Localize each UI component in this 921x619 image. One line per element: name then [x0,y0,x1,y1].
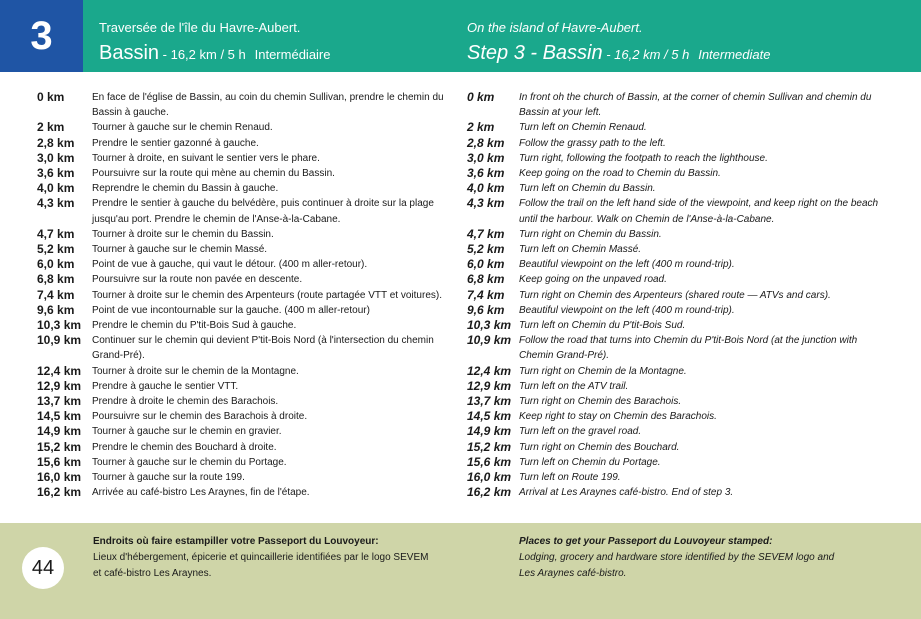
route-step-row [37,303,447,318]
route-step-row [37,470,447,485]
route-column-fr [37,90,447,500]
step-instruction: Tourner à gauche sur la route 199. [92,472,245,484]
route-step-row [467,455,887,470]
route-step-row [467,196,887,226]
step-instruction: Tourner à droite sur le chemin des Arpenteurs (route partagée VTT et voitures). [92,289,442,301]
step-instruction: Follow the road that turns into Chemin du P'tit-Bois Nord (at the junction with Chemin Grand-Pré). [519,335,858,362]
step-distance: 3,6 km [37,166,75,181]
step-distance: 3,6 km [467,166,505,181]
step-distance: 0 km [37,90,65,104]
route-step-row [37,485,447,500]
step-instruction: Turn left on Chemin du P'tit-Bois Sud. [519,320,686,332]
route-step-row [467,303,887,318]
route-step-row [37,318,447,333]
step-distance: 0 km [467,90,495,104]
step-instruction: Keep going on the unpaved road. [519,274,667,286]
header-level-fr: Intermédiaire [254,47,331,62]
route-step-row [467,242,887,257]
route-step-row [467,318,887,333]
step-distance: 5,2 km [37,242,75,257]
route-step-row [467,166,887,181]
step-distance: 13,7 km [37,394,82,409]
route-step-row [467,470,887,485]
step-distance: 2 km [467,120,495,135]
route-step-row [37,379,447,394]
step-instruction: Turn right on Chemin de la Montagne. [519,365,687,377]
step-distance: 16,0 km [467,470,512,485]
step-instruction: Follow the trail on the left hand side of the viewpoint, and keep right on the beach until the harbour. Walk on Chemin de l'Anse-à-la-Cabane. [519,198,879,225]
route-step-row [37,90,447,120]
step-distance: 9,6 km [467,302,505,317]
route-step-row [37,394,447,409]
step-instruction: Turn left on Chemin du Portage. [519,456,661,468]
header-level-en: Intermediate [698,47,771,62]
stamp-places-line2-en: Les Araynes café-bistro. [519,568,627,579]
step-instruction: Turn right on Chemin des Arpenteurs (shared route — ATVs and cars). [519,289,831,301]
stamp-places-line1-fr: Lieux d'hébergement, épicerie et quincaillerie identifiées par le logo SEVEM [93,552,429,563]
step-instruction: Follow the grassy path to the left. [519,137,666,149]
header-subtitle-fr: Traversée de l'île du Havre-Aubert. [99,20,301,35]
step-distance: 5,2 km [467,242,505,257]
page-number: 44 [22,547,64,589]
route-step-row [37,227,447,242]
step-instruction: En face de l'église de Bassin, au coin du chemin Sullivan, prendre le chemin du Bassin à gauche. [92,92,444,119]
route-step-row [467,120,887,135]
route-step-row [467,181,887,196]
route-step-row [37,242,447,257]
route-step-row [37,409,447,424]
route-step-row [37,120,447,135]
step-instruction: Prendre le sentier à gauche du belvédère, puis continuer à droite sur la plage jusqu'au port. Prendre le chemin de l'Anse-à-la-Cabane. [92,198,434,225]
step-distance: 14,9 km [467,424,512,439]
step-instruction: Turn left on Chemin Massé. [519,244,642,256]
stamp-places-title-fr: Endroits où faire estampiller votre Passeport du Louvoyeur: [93,536,379,547]
route-step-row [37,136,447,151]
header-distance-en: - 16,2 km / 5 h [602,47,690,62]
step-instruction: Poursuivre sur le chemin des Barachois à droite. [92,411,308,423]
step-distance: 10,9 km [37,333,82,348]
stamp-places-line1-en: Lodging, grocery and hardware store identified by the SEVEM logo and [519,552,835,563]
step-distance: 14,9 km [37,424,82,439]
step-distance: 4,0 km [37,181,75,196]
route-step-row [37,424,447,439]
route-column-en [467,90,887,500]
step-instruction: Turn left on the gravel road. [519,426,642,438]
step-distance: 10,3 km [467,318,512,333]
step-distance: 16,0 km [37,470,82,485]
step-instruction: Continuer sur le chemin qui devient P'tit-Bois Nord (à l'intersection du chemin Grand-Pré). [92,335,434,362]
header-title-fr [99,42,331,65]
step-distance: 7,4 km [37,287,75,302]
step-instruction: Poursuivre sur la route qui mène au chemin du Bassin. [92,168,335,180]
route-step-row [467,424,887,439]
route-step-row [467,409,887,424]
step-distance: 9,6 km [37,302,75,317]
route-step-row [37,333,447,363]
route-step-row [37,364,447,379]
step-instruction: Prendre le chemin des Bouchard à droite. [92,441,277,453]
step-instruction: Turn left on Chemin du Bassin. [519,183,656,195]
stamp-places-en [519,534,879,582]
step-instruction: Poursuivre sur la route non pavée en descente. [92,274,303,286]
step-instruction: Turn left on Chemin Renaud. [519,122,647,134]
step-distance: 4,3 km [37,196,75,211]
stamp-places-line2-fr: et café-bistro Les Araynes. [93,568,212,579]
header-subtitle-en: On the island of Havre-Aubert. [467,20,643,35]
route-step-row [467,364,887,379]
route-step-row [467,379,887,394]
route-step-row [37,196,447,226]
step-distance: 6,8 km [37,272,75,287]
step-instruction: Point de vue incontournable sur la gauche. (400 m aller-retour) [92,304,370,316]
step-distance: 12,9 km [37,378,82,393]
step-distance: 12,4 km [37,363,82,378]
step-instruction: Arrival at Les Araynes café-bistro. End of step 3. [519,487,734,499]
step-distance: 15,2 km [37,439,82,454]
page-header [0,0,921,72]
header-title-en [467,42,770,65]
step-instruction: Point de vue à gauche, qui vaut le détour. (400 m aller-retour). [92,259,368,271]
route-step-row [37,257,447,272]
route-step-row [37,151,447,166]
header-title-en-name: Step 3 - Bassin [467,42,603,64]
step-distance: 6,0 km [467,257,505,272]
step-instruction: In front oh the church of Bassin, at the corner of chemin Sullivan and chemin du Bassin at your left. [519,92,872,119]
step-number-badge: 3 [0,0,83,72]
step-instruction: Turn left on Route 199. [519,472,621,484]
step-distance: 14,5 km [37,409,82,424]
step-instruction: Beautiful viewpoint on the left (400 m round-trip). [519,304,735,316]
step-instruction: Tourner à gauche sur le chemin en gravier. [92,426,282,438]
step-instruction: Turn left on the ATV trail. [519,380,629,392]
step-instruction: Turn right on Chemin des Barachois. [519,396,682,408]
step-distance: 14,5 km [467,409,512,424]
step-distance: 4,7 km [37,226,75,241]
step-instruction: Tourner à droite sur le chemin du Bassin. [92,228,274,240]
step-instruction: Keep going on the road to Chemin du Bassin. [519,168,721,180]
step-instruction: Tourner à droite sur le chemin de la Montagne. [92,365,299,377]
route-step-row [37,166,447,181]
route-step-row [37,272,447,287]
stamp-places-title-en: Places to get your Passeport du Louvoyeur stamped: [519,536,773,547]
step-distance: 4,0 km [467,181,505,196]
route-step-row [467,257,887,272]
page-footer [0,523,921,619]
header-title-fr-name: Bassin [99,42,160,64]
step-distance: 7,4 km [467,287,505,302]
route-step-row [37,455,447,470]
step-instruction: Beautiful viewpoint on the left (400 m round-trip). [519,259,735,271]
step-distance: 12,9 km [467,378,512,393]
stamp-places-fr [93,534,453,582]
step-distance: 2,8 km [37,135,75,150]
step-instruction: Prendre à droite le chemin des Barachois. [92,396,279,408]
route-step-row [37,181,447,196]
step-instruction: Turn right on Chemin du Bassin. [519,228,662,240]
step-instruction: Prendre à gauche le sentier VTT. [92,380,239,392]
step-distance: 2,8 km [467,135,505,150]
route-step-row [467,227,887,242]
step-instruction: Tourner à droite, en suivant le sentier vers le phare. [92,152,320,164]
step-distance: 15,6 km [467,454,512,469]
step-distance: 15,2 km [467,439,512,454]
route-step-row [467,394,887,409]
step-instruction: Prendre le sentier gazonné à gauche. [92,137,259,149]
route-step-row [467,485,887,500]
step-instruction: Tourner à gauche sur le chemin Renaud. [92,122,273,134]
route-step-row [467,136,887,151]
step-distance: 12,4 km [467,363,512,378]
route-step-row [467,272,887,287]
route-step-row [467,90,887,120]
step-distance: 16,2 km [467,485,512,500]
route-step-row [467,440,887,455]
step-distance: 15,6 km [37,454,82,469]
step-instruction: Tourner à gauche sur le chemin du Portage. [92,456,287,468]
route-step-row [37,440,447,455]
step-instruction: Keep right to stay on Chemin des Barachois. [519,411,717,423]
step-distance: 6,8 km [467,272,505,287]
step-distance: 2 km [37,120,65,135]
step-distance: 16,2 km [37,485,82,500]
step-distance: 3,0 km [37,150,75,165]
step-distance: 13,7 km [467,394,512,409]
step-instruction: Tourner à gauche sur le chemin Massé. [92,244,268,256]
step-instruction: Prendre le chemin du P'tit-Bois Sud à gauche. [92,320,297,332]
step-distance: 10,9 km [467,333,512,348]
step-instruction: Turn right, following the footpath to reach the lighthouse. [519,152,768,164]
header-distance-fr: - 16,2 km / 5 h [159,47,246,62]
step-distance: 6,0 km [37,257,75,272]
step-distance: 10,3 km [37,318,82,333]
route-step-row [467,151,887,166]
step-distance: 4,3 km [467,196,505,211]
route-step-row [37,288,447,303]
step-distance: 4,7 km [467,226,505,241]
step-instruction: Arrivée au café-bistro Les Araynes, fin de l'étape. [92,487,310,499]
step-instruction: Reprendre le chemin du Bassin à gauche. [92,183,279,195]
step-distance: 3,0 km [467,150,505,165]
route-step-row [467,288,887,303]
route-step-row [467,333,887,363]
step-instruction: Turn right on Chemin des Bouchard. [519,441,680,453]
